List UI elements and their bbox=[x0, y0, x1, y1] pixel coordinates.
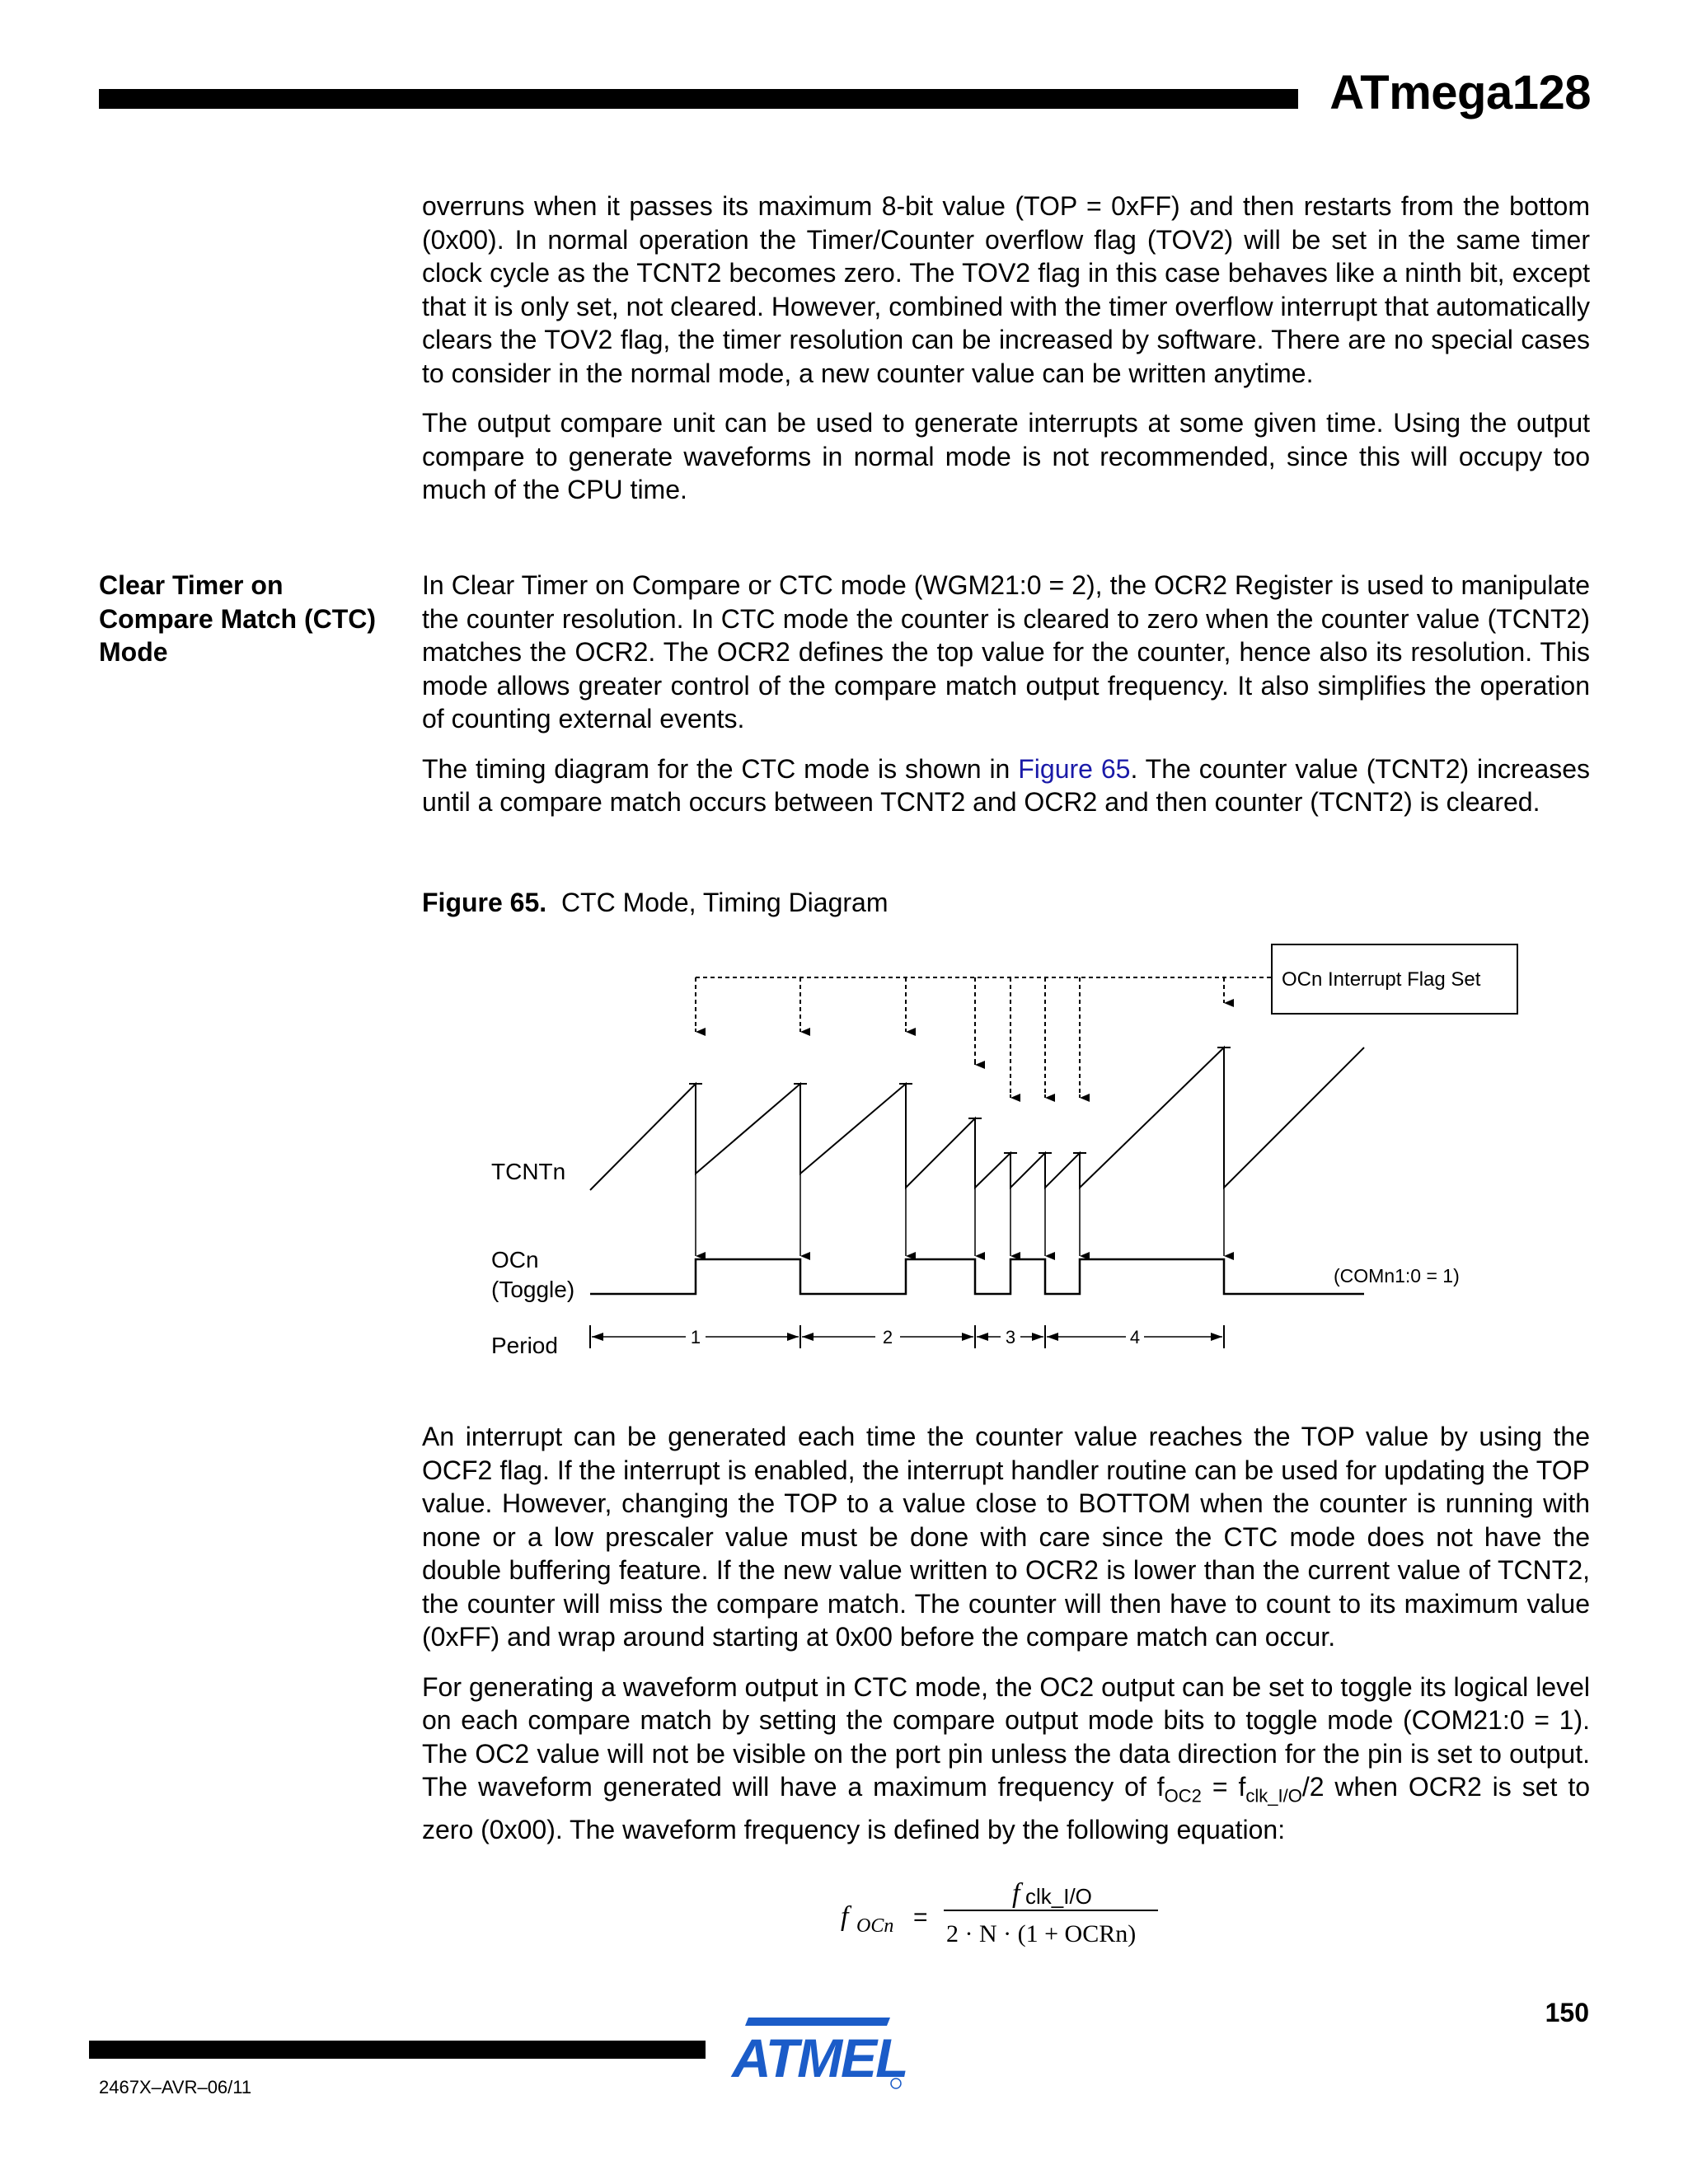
frequency-equation bbox=[832, 1869, 1187, 1952]
paragraph-ctc-intro: In Clear Timer on Compare or CTC mode (WGM21:0 = 2), the OCR2 Register is used to manipulate the counter resolution. In CTC mode the counter is cleared to zero when the counter value (TCNT2) matches the OCR2. The OCR2 defines the top value for the counter, hence also its resolution. This mode allows greater control of the compare match output frequency. It also simplifies the operation of counting external events. bbox=[422, 570, 1590, 733]
period-number: 2 bbox=[882, 1327, 893, 1347]
text-run: For generating a waveform output in CTC mode, the OC2 output can be set to toggle its logical level on each compare match by setting the compare output mode bits to toggle mode (COM21:0 = 1). The OC2 value will not be visible on the port pin unless the data direction for the pin is set to output. The waveform generated will have a maximum frequency of f bbox=[422, 1671, 1590, 1802]
page-number: 150 bbox=[1545, 1998, 1589, 2027]
eq-denominator: 2 · N · (1 + OCRn) bbox=[946, 1920, 1137, 1947]
eq-num-f: f bbox=[1012, 1878, 1020, 1909]
header-rule bbox=[99, 89, 1298, 109]
text-run: = f bbox=[1201, 1772, 1246, 1802]
figure-title: CTC Mode, Timing Diagram bbox=[560, 888, 889, 917]
atmel-logo-text: ATMEL bbox=[732, 2027, 907, 2088]
eq-lhs-f: f bbox=[841, 1901, 849, 1932]
top-ticks bbox=[689, 1047, 1231, 1153]
section-heading-ctc bbox=[99, 569, 412, 669]
paragraph-ctc-timing bbox=[422, 752, 1590, 819]
section-heading-line: Compare Match (CTC) bbox=[99, 603, 377, 634]
section-heading-line: Clear Timer on bbox=[99, 570, 284, 600]
eq-num-sub: clk_I/O bbox=[1025, 1884, 1092, 1909]
interrupt-flag-dashed-lines bbox=[696, 977, 1272, 1096]
ocn-label: OCn bbox=[491, 1247, 539, 1272]
body-after-figure bbox=[422, 1420, 1590, 1846]
atmel-logo-svg bbox=[725, 2011, 907, 2093]
section-heading-line: Mode bbox=[99, 637, 168, 667]
paragraph-normal-mode: overruns when it passes its maximum 8-bit value (TOP = 0xFF) and then restarts from the bottom (0x00). In normal operation the Timer/Counter overflow flag (TOV2) will be set in the same timer clock cycle as the TCNT2 becomes zero. The TOV2 flag in this case behaves like a ninth bit, except that it is only set, not cleared. However, combined with the timer overflow interrupt that automatically clears the TOV2 flag, the timer resolution can be increased by software. There are no special cases to consider in the normal mode, a new counter value can be written anytime. bbox=[422, 191, 1590, 388]
text-run: . The counter value (TCNT2) increases until a compare match occurs between TCNT2 and OCR2 and then counter (TCNT2) is cleared. bbox=[422, 753, 1591, 817]
subscript: clk_I/O bbox=[1245, 1785, 1302, 1807]
figure-number: Figure 65. bbox=[422, 888, 547, 917]
equation-svg bbox=[832, 1869, 1187, 1952]
period-label: Period bbox=[491, 1333, 558, 1358]
ocn-toggle-waveform bbox=[590, 1259, 1364, 1294]
tcnt-label: TCNTn bbox=[491, 1159, 566, 1184]
footer-rule bbox=[89, 2041, 706, 2059]
com-mode-label: (COMn1:0 = 1) bbox=[1334, 1265, 1460, 1286]
text-run: The timing diagram for the CTC mode is shown in bbox=[422, 753, 1019, 784]
ctc-timing-diagram bbox=[462, 931, 1533, 1376]
text-run: /2 when OCR2 is set to zero (0x00). The waveform frequency is defined by the following equation: bbox=[422, 1772, 1590, 1844]
paragraph-waveform-output bbox=[422, 1671, 1590, 1847]
eq-equals: = bbox=[913, 1904, 928, 1931]
period-number: 1 bbox=[690, 1327, 701, 1347]
body-top bbox=[422, 190, 1590, 507]
document-number: 2467X–AVR–06/11 bbox=[99, 2077, 252, 2097]
atmel-logo bbox=[725, 2011, 907, 2093]
period-number: 4 bbox=[1129, 1327, 1141, 1347]
toggle-label: (Toggle) bbox=[491, 1277, 575, 1302]
signal-labels bbox=[491, 1159, 574, 1358]
paragraph-interrupt-top: An interrupt can be generated each time the counter value reaches the TOP value by using the OCF2 flag. If the interrupt is enabled, the interrupt handler routine can be used for updating the TOP value. However, changing the TOP to a value close to BOTTOM when the counter is running with none or a low prescaler value must be done with care since the CTC mode does not have the double buffering feature. If the new value written to OCR2 is lower than the current value of TCNT2, the counter will miss the compare match. The counter will then have to count to its maximum value (0xFF) and wrap around starting at 0x00 before the compare match can occur. bbox=[422, 1422, 1590, 1652]
period-number: 3 bbox=[1005, 1327, 1016, 1347]
interrupt-flag-label: OCn Interrupt Flag Set bbox=[1282, 968, 1481, 991]
figure-caption bbox=[422, 886, 888, 919]
figure-65-link[interactable]: Figure 65 bbox=[1018, 753, 1131, 784]
match-to-toggle-lines bbox=[696, 1047, 1224, 1256]
interrupt-flag-arrows bbox=[696, 1000, 1224, 1098]
paragraph-output-compare: The output compare unit can be used to generate interrupts at some given time. Using the output compare to generate waveforms in normal mode is not recommended, since this will occupy too much of the CPU time. bbox=[422, 408, 1590, 504]
page-header-title: ATmega128 bbox=[1329, 66, 1591, 120]
timing-diagram-svg bbox=[462, 931, 1533, 1376]
body-ctc bbox=[422, 569, 1590, 819]
eq-lhs-sub: OCn bbox=[856, 1915, 894, 1937]
subscript: OC2 bbox=[1164, 1785, 1202, 1807]
